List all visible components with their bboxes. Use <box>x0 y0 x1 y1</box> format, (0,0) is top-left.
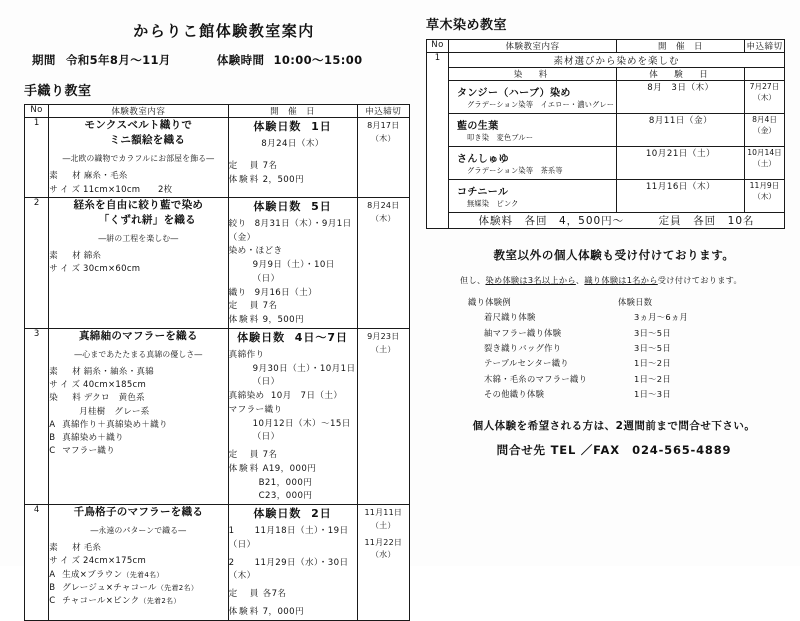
dye-cell <box>449 81 617 114</box>
date-line <box>229 390 357 404</box>
days-value: 1日 <box>311 120 332 133</box>
dye-date: 8月 3日（木） <box>617 81 745 114</box>
weaving-experience-list <box>438 295 790 402</box>
header-content: 体験教室内容 <box>449 40 617 53</box>
dye-cell <box>449 147 617 180</box>
table-row <box>25 328 410 504</box>
individual-experience-notice <box>438 247 790 458</box>
spec-value: 麻糸・毛糸 <box>83 171 128 182</box>
spec-line <box>49 555 227 568</box>
capacity-value: 7名 <box>262 301 278 312</box>
dye-description: 叩き染 変色ブルー <box>467 133 534 142</box>
spec-key: 素 材 <box>49 251 84 262</box>
deadline-day: （木） <box>753 192 776 202</box>
list-item-label: 着尺織り体験 <box>484 312 536 323</box>
capacity-value: 7名 <box>262 160 278 171</box>
list-item-value: 1日～2日 <box>634 373 671 384</box>
fee-option-value: 19，000円 <box>268 463 317 474</box>
deadline-date: 9月23日 <box>367 331 400 341</box>
list-header-value: 体験日数 <box>618 297 653 307</box>
dyeing-subheader-row <box>427 68 785 81</box>
header-no: No <box>427 40 449 53</box>
days-value: 4日～7日 <box>294 330 349 344</box>
deadline-day: （土） <box>753 159 776 169</box>
capacity-label: 定 員 <box>228 450 261 461</box>
dyeing-fee-line: 体験料 各回 4，500円～ 定員 各回 10名 <box>449 213 785 229</box>
fee-label: 体験料 <box>228 174 261 185</box>
fee-value: 7，000円 <box>262 606 305 617</box>
dyeing-fee-row <box>427 213 785 229</box>
fee-line <box>229 490 357 504</box>
fee-option-value: 21，000円 <box>264 477 313 488</box>
spec-line <box>49 392 227 405</box>
date-label: 絞り <box>228 218 247 229</box>
spec-line <box>49 250 227 263</box>
deadline-date: 8月24日 <box>367 200 400 210</box>
notice-title: 教室以外の個人体験も受け付けております。 <box>493 248 735 262</box>
deadline-day: （土） <box>370 344 396 354</box>
days-value: 2日 <box>311 507 332 521</box>
spec-key: 素 材 <box>49 171 84 182</box>
capacity-label: 定 員 <box>228 589 261 600</box>
spec-line <box>49 184 227 197</box>
days-header <box>229 505 357 521</box>
weaving-section-title: 手織り教室 <box>24 84 92 99</box>
row-dates <box>228 118 357 198</box>
header-no: No <box>25 105 49 118</box>
dye-deadline <box>745 147 785 180</box>
notice-closing: 個人体験を希望される方は、2週間前まで問合せ下さい。 <box>472 420 756 433</box>
option-key: C <box>49 446 56 457</box>
dye-date: 8月11日（金） <box>617 114 745 147</box>
deadline-date: 11月9日 <box>749 181 780 190</box>
spec-value: 月桂樹 グレー系 <box>79 406 150 417</box>
capacity-value: 7名 <box>262 450 278 461</box>
date-line <box>229 525 357 553</box>
list-header-label: 織り体験例 <box>468 297 511 307</box>
deadline-day: （木） <box>370 133 396 143</box>
fee-label: 体験料 <box>228 463 261 474</box>
option-key: A <box>49 419 56 430</box>
condition-underline-1: 染め体験は3名以上から <box>485 275 576 285</box>
condition-underline-2: 織り体験は1名から <box>584 275 658 285</box>
course-title-line1: 経糸を自由に絞り藍で染め <box>73 198 204 211</box>
spec-line <box>49 379 227 392</box>
deadline-date: 10月14日 <box>747 148 782 157</box>
row-content <box>49 118 228 198</box>
table-row <box>25 197 410 328</box>
dye-deadline <box>745 180 785 213</box>
row-deadline <box>357 505 409 621</box>
row-content <box>49 197 228 328</box>
spec-key: サイズ <box>49 184 84 195</box>
capacity-line <box>229 160 357 174</box>
period-and-time-line <box>14 52 414 68</box>
condition-pre: 但し、 <box>460 275 486 285</box>
row-dates <box>228 197 357 328</box>
list-item <box>468 387 790 402</box>
list-item <box>468 326 790 341</box>
spec-value: 24cm×175cm <box>83 556 147 567</box>
dye-deadline <box>745 114 785 147</box>
dye-name: 藍の生葉 <box>457 121 499 132</box>
table-row <box>427 114 785 147</box>
capacity-line <box>229 300 357 314</box>
spec-line <box>49 542 227 555</box>
course-subtitle: ―北欧の織物でカラフルにお部屋を飾る― <box>62 154 215 164</box>
row-deadline <box>357 328 409 504</box>
deadline-date: 8月17日 <box>367 121 400 130</box>
list-item-value: 3日～5日 <box>634 343 671 354</box>
date-label: 真綿染め <box>228 391 265 402</box>
left-column <box>14 14 414 621</box>
condition-mid: 、 <box>575 275 585 285</box>
fee-option-value: 23，000円 <box>264 491 313 502</box>
date-value: 11月29日（水）・30日（木） <box>228 557 349 582</box>
subheader-date: 体 験 日 <box>617 68 745 81</box>
deadline-block <box>358 118 409 148</box>
table-row <box>427 81 785 114</box>
date-line: マフラー織り <box>228 404 283 415</box>
deadline-date: 7月27日 <box>749 82 780 91</box>
time-label: 体験時間 <box>216 53 265 67</box>
dyeing-band-title: 素材選びから染めを楽しむ <box>449 53 785 68</box>
course-specs <box>49 366 227 458</box>
option-value: チャコール×ピンク <box>62 595 140 606</box>
date-line: 染め・ほどき <box>228 246 283 257</box>
option-line <box>49 445 227 458</box>
course-subtitle: ―永遠のパターンで織る― <box>90 526 187 536</box>
days-label: 体験日数 <box>253 507 302 521</box>
list-item-label: 裂き織りバッグ作り <box>484 343 562 354</box>
deadline-date: 11月11日 <box>364 508 403 518</box>
course-title-line1: モンクスベルト織りで <box>84 119 193 131</box>
capacity-value: 各7名 <box>262 589 287 600</box>
time-value: 10:00～15:00 <box>273 53 363 67</box>
days-header <box>229 329 357 345</box>
course-specs <box>49 170 227 196</box>
list-item-value: 3日～5日 <box>634 327 671 338</box>
deadline-day: （木） <box>753 93 776 103</box>
list-item-value: 1日～2日 <box>634 358 671 369</box>
notice-condition <box>438 275 790 286</box>
spec-value: 綿糸 <box>83 251 102 262</box>
table-row <box>427 147 785 180</box>
dye-cell <box>449 180 617 213</box>
dye-description: 無媒染 ピンク <box>467 199 519 208</box>
spec-line <box>49 263 227 276</box>
header-date: 開 催 日 <box>617 40 745 53</box>
list-item-label: その他織り体験 <box>484 389 545 400</box>
option-note: （先着2名） <box>139 596 181 605</box>
spec-line <box>49 406 227 419</box>
list-item <box>468 341 790 356</box>
weaving-class-table <box>24 104 410 621</box>
list-item-label: 木綿・毛糸のマフラー織り <box>484 373 588 384</box>
option-key: B <box>49 582 56 593</box>
deadline-day: （水） <box>370 550 396 560</box>
fee-label: 体験料 <box>228 606 261 617</box>
date-line <box>229 557 357 585</box>
date-line: 10月12日（木）～15日（日） <box>252 418 351 443</box>
dye-date: 11月16日（木） <box>617 180 745 213</box>
row-deadline <box>357 118 409 198</box>
subheader-dye: 染 料 <box>449 68 617 81</box>
spec-key: 素 材 <box>49 543 84 554</box>
spec-value: 30cm×60cm <box>83 264 141 275</box>
row-dates <box>228 505 357 621</box>
date-line <box>229 287 357 301</box>
dyeing-table-header-row <box>427 40 785 53</box>
option-value: 真綿作り＋真綿染め＋織り <box>62 419 168 430</box>
capacity-line <box>229 588 357 602</box>
right-column <box>418 14 790 458</box>
fee-option-key: A <box>262 463 269 474</box>
list-item-value: 3ヵ月～6ヵ月 <box>634 312 689 323</box>
spec-key: サイズ <box>49 264 84 275</box>
date-value: 11月18日（土）・19日（日） <box>228 526 349 550</box>
weaving-table-header-row <box>25 105 410 118</box>
dye-description: グラデーション染等 茶系等 <box>467 166 563 175</box>
date-label: 1 <box>228 526 235 537</box>
list-item-label: 紬マフラー織り体験 <box>484 327 562 338</box>
spec-value: 11cm×10cm 2枚 <box>83 184 173 195</box>
deadline-block <box>358 535 409 565</box>
option-key: C <box>49 595 56 606</box>
course-subtitle: ―心まであたたまる真綿の優しさ― <box>74 350 203 359</box>
option-key: B <box>49 432 56 443</box>
course-title-line2: ミニ額絵を織る <box>109 134 186 147</box>
row-no: 1 <box>25 118 49 198</box>
table-row <box>25 505 410 621</box>
date-value: 8月31日（木）・9月1日（金） <box>228 218 352 243</box>
spec-key: 素 材 <box>49 367 84 377</box>
row-deadline <box>357 197 409 328</box>
contact-info: 問合せ先 TEL ／FAX 024-565-4889 <box>496 443 732 458</box>
dye-deadline <box>745 81 785 114</box>
row-content <box>49 505 228 621</box>
option-value: 真綿染め＋織り <box>62 432 124 443</box>
option-line <box>49 595 227 608</box>
fee-value: 2，500円 <box>262 174 305 185</box>
days-label: 体験日数 <box>253 120 302 133</box>
deadline-block <box>358 505 409 535</box>
fee-option-key: C <box>258 491 265 502</box>
deadline-block <box>358 198 409 228</box>
spec-key: 染 料 <box>49 393 84 404</box>
dye-cell <box>449 114 617 147</box>
date-line: 9月9日（土）・10日（日） <box>252 260 335 284</box>
list-item-label: テーブルセンター織り <box>484 358 569 369</box>
spec-line <box>49 366 227 379</box>
spec-line <box>49 170 227 183</box>
deadline-day: （金） <box>753 126 776 136</box>
date-label: 織り <box>228 287 247 298</box>
spec-value: 40cm×185cm <box>83 380 147 391</box>
option-value: マフラー織り <box>62 446 115 457</box>
course-title-line1: 千鳥格子のマフラーを織る <box>73 506 204 519</box>
dye-name: さんしゅゆ <box>457 154 509 165</box>
option-line <box>49 569 227 582</box>
option-line <box>49 419 227 432</box>
condition-post: 受け付けております。 <box>657 275 743 285</box>
date-value: 9月16日（土） <box>254 287 318 298</box>
course-specs <box>49 250 227 276</box>
dye-description: グラデーション染等 イエロー・濃いグレー <box>467 100 615 109</box>
course-subtitle: ―絣の工程を楽しむ― <box>98 234 179 244</box>
spec-key: サイズ <box>49 556 84 567</box>
table-row <box>427 180 785 213</box>
date-line: 8月24日（木） <box>261 139 324 149</box>
row-no: 1 <box>427 53 449 229</box>
deadline-date: 11月22日 <box>364 537 403 547</box>
course-specs <box>49 542 227 608</box>
spec-value: 絹糸・紬糸・真綿 <box>83 367 155 377</box>
deadline-date: 8月4日 <box>752 115 777 124</box>
fee-label: 体験料 <box>228 315 261 326</box>
option-value: グレージュ×チャコール <box>62 582 157 593</box>
option-note: （先着4名） <box>122 570 164 579</box>
list-item <box>468 372 790 387</box>
option-note: （先着2名） <box>156 583 199 592</box>
dyeing-band-row <box>427 53 785 68</box>
course-title-line2: 「くずれ絣」を織る <box>98 214 196 226</box>
date-line <box>229 218 357 246</box>
header-date: 開 催 日 <box>228 105 357 118</box>
option-line <box>49 432 227 445</box>
dye-name: タンジー（ハーブ）染め <box>457 88 571 99</box>
fee-value: 9，500円 <box>262 315 305 326</box>
list-item-value: 1日～3日 <box>634 389 671 400</box>
date-label: 2 <box>228 557 235 568</box>
spec-value: デクロ 黄色系 <box>83 393 145 404</box>
page-title: からりこ館体験教室案内 <box>133 22 315 40</box>
course-title-line1: 真綿紬のマフラーを織る <box>78 329 198 342</box>
spec-key: サイズ <box>49 380 84 391</box>
header-deadline: 申込締切 <box>745 40 785 53</box>
row-no: 4 <box>25 505 49 621</box>
days-value: 5日 <box>311 199 332 213</box>
days-label: 体験日数 <box>253 199 302 213</box>
period-label: 期間 <box>32 53 56 67</box>
header-content: 体験教室内容 <box>49 105 228 118</box>
days-header <box>229 198 357 214</box>
fee-line <box>229 477 357 491</box>
option-line <box>49 582 227 595</box>
deadline-day: （土） <box>370 520 396 530</box>
date-value: 10月 7日（土） <box>270 391 343 402</box>
option-key: A <box>49 569 56 580</box>
row-no: 3 <box>25 328 49 504</box>
deadline-day: （木） <box>370 213 396 223</box>
dyeing-section-title: 草木染め教室 <box>426 18 508 33</box>
list-item <box>468 356 790 371</box>
dyeing-class-table <box>426 39 785 229</box>
fee-line <box>229 606 357 620</box>
table-row <box>25 118 410 198</box>
option-value: 生成×ブラウン <box>62 569 123 580</box>
spec-value: 毛糸 <box>83 543 102 554</box>
list-item <box>468 310 790 325</box>
list-header-row <box>468 295 790 310</box>
fee-option-key: B <box>258 477 265 488</box>
fee-line <box>229 174 357 188</box>
date-line: 9月30日（土）・10月1日（日） <box>252 363 356 388</box>
deadline-block <box>358 329 409 359</box>
period-value: 令和5年8月～11月 <box>65 53 171 67</box>
capacity-line <box>229 449 357 463</box>
days-header <box>229 118 357 134</box>
dye-name: コチニール <box>457 187 509 198</box>
dye-date: 10月21日（土） <box>617 147 745 180</box>
row-dates <box>228 328 357 504</box>
fee-line <box>229 314 357 328</box>
fee-line <box>229 463 357 477</box>
days-label: 体験日数 <box>237 330 286 344</box>
capacity-label: 定 員 <box>228 301 261 312</box>
row-content <box>49 328 228 504</box>
subheader-blank <box>745 68 785 81</box>
capacity-label: 定 員 <box>228 160 261 171</box>
row-no: 2 <box>25 197 49 328</box>
header-deadline: 申込締切 <box>357 105 409 118</box>
date-line: 真綿作り <box>228 349 265 360</box>
